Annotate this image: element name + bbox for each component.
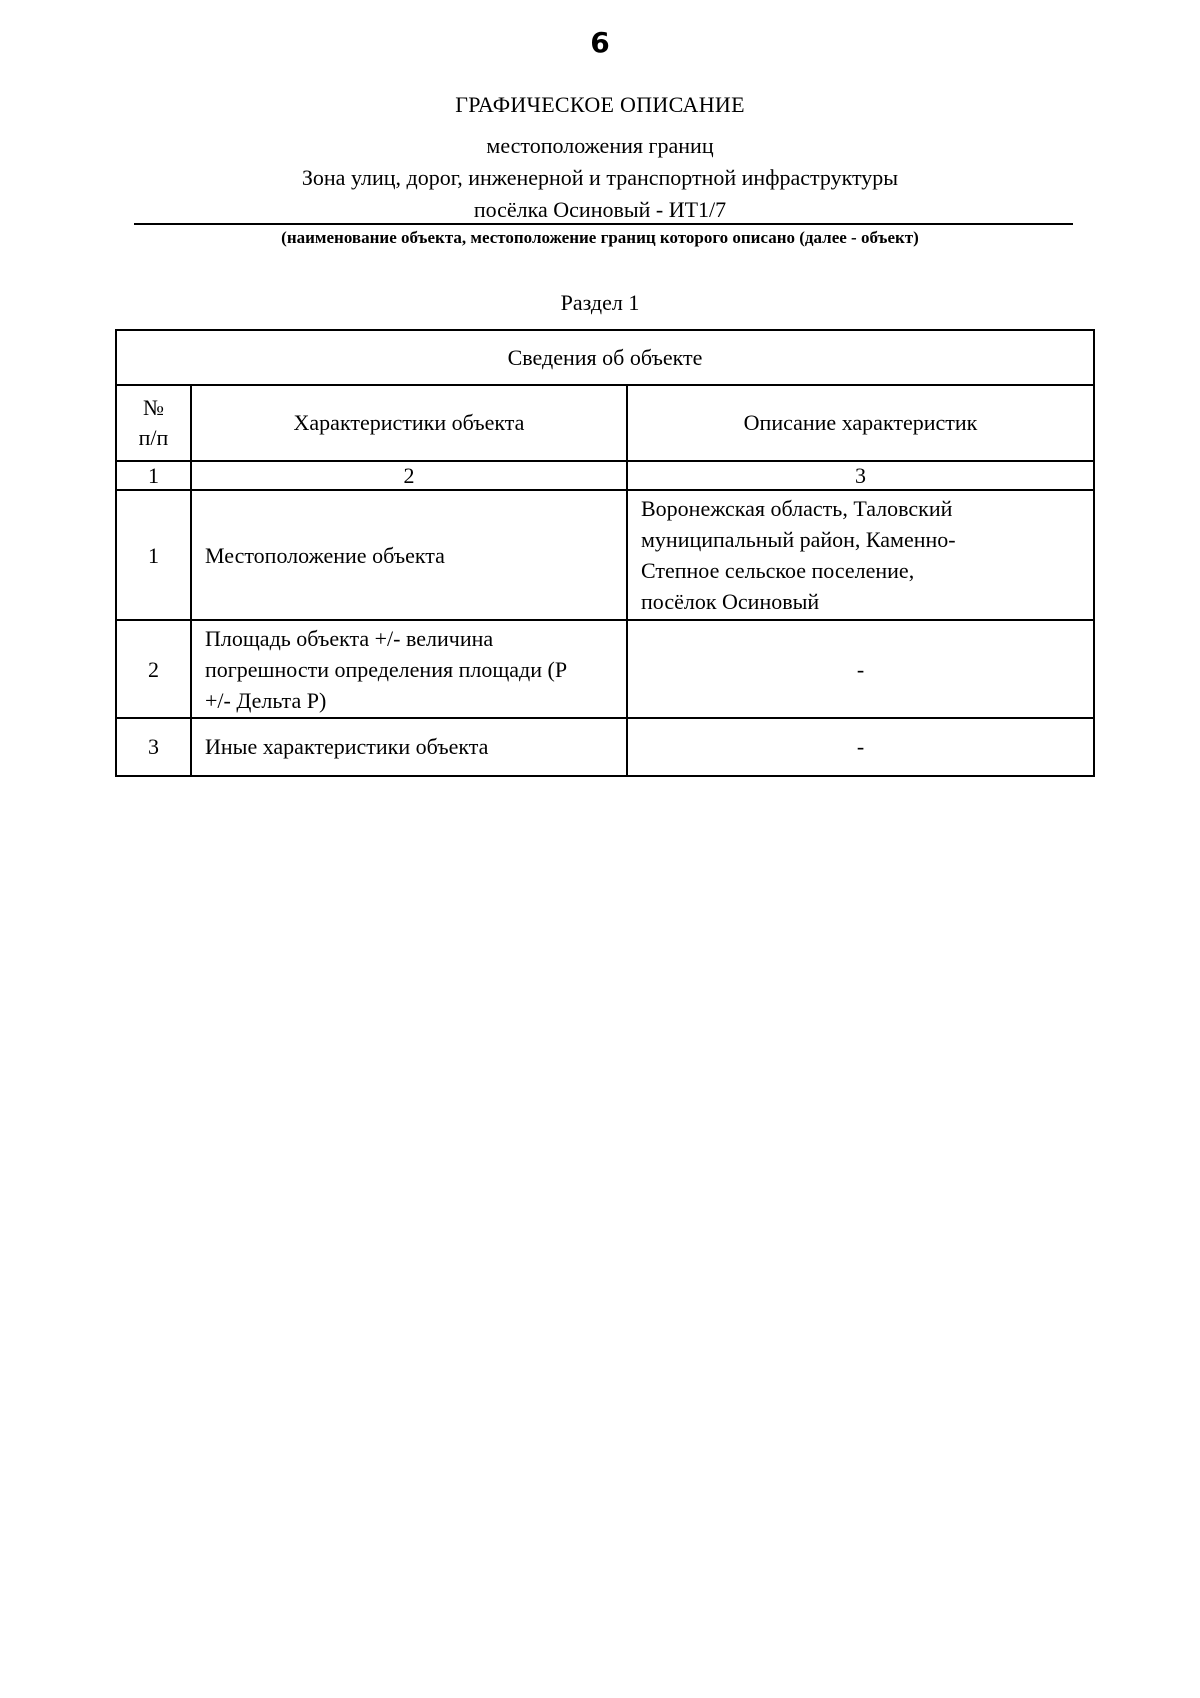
column-number: 1 bbox=[116, 461, 191, 490]
subtitle-line: Зона улиц, дорог, инженерной и транспортной инфраструктуры bbox=[301, 165, 899, 190]
table-header-row bbox=[116, 385, 1094, 461]
page-number: 6 bbox=[590, 26, 610, 59]
header-number: № п/п bbox=[116, 385, 191, 461]
row-description: - bbox=[627, 718, 1094, 776]
column-number: 2 bbox=[191, 461, 627, 490]
row-number: 2 bbox=[116, 620, 191, 718]
document-subtitle bbox=[0, 130, 1200, 226]
table-title-row bbox=[116, 330, 1094, 385]
row-characteristic: Площадь объекта +/- величина погрешности определения площади (Р +/- Дельта Р) bbox=[191, 620, 627, 718]
subtitle-line: местоположения границ bbox=[486, 133, 714, 158]
row-number: 3 bbox=[116, 718, 191, 776]
table-title: Сведения об объекте bbox=[116, 330, 1094, 385]
header-characteristic: Характеристики объекта bbox=[191, 385, 627, 461]
table-row bbox=[116, 490, 1094, 620]
document-title: ГРАФИЧЕСКОЕ ОПИСАНИЕ bbox=[455, 92, 745, 117]
row-number: 1 bbox=[116, 490, 191, 620]
table-row bbox=[116, 718, 1094, 776]
row-description: - bbox=[627, 620, 1094, 718]
underline-rule bbox=[134, 223, 1073, 225]
row-characteristic: Местоположение объекта bbox=[191, 490, 627, 620]
row-description: Воронежская область, Таловский муниципальный район, Каменно- Степное сельское поселение, посёлок Осиновый bbox=[627, 490, 1094, 620]
subtitle-line: посёлка Осиновый - ИТ1/7 bbox=[473, 197, 727, 222]
column-number-row bbox=[116, 461, 1094, 490]
table-row bbox=[116, 620, 1094, 718]
section-heading: Раздел 1 bbox=[560, 290, 640, 315]
object-info-table bbox=[115, 329, 1095, 777]
row-characteristic: Иные характеристики объекта bbox=[191, 718, 627, 776]
header-description: Описание характеристик bbox=[627, 385, 1094, 461]
object-caption: (наименование объекта, местоположение границ которого описано (далее - объект) bbox=[281, 228, 919, 247]
column-number: 3 bbox=[627, 461, 1094, 490]
